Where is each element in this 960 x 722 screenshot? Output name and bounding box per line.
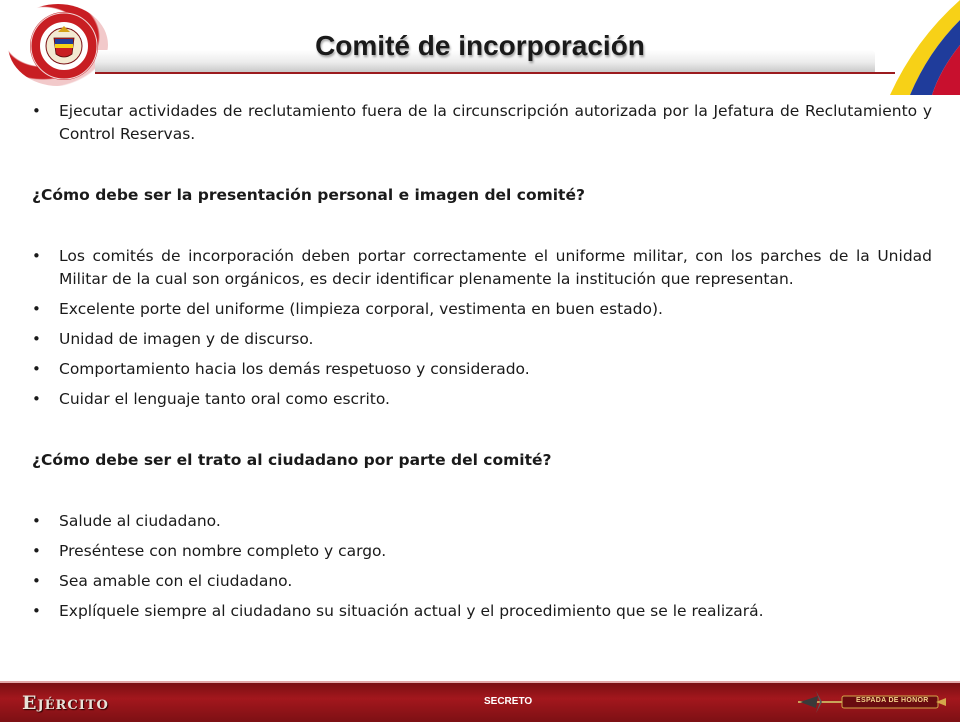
slide-body <box>32 100 932 630</box>
army-brand-logo: Ejército <box>22 692 109 714</box>
colombia-flag-icon <box>890 0 960 95</box>
slide-title: Comité de incorporación <box>315 30 645 61</box>
list-item: • Comportamiento hacia los demás respetuoso y considerado. <box>32 358 932 381</box>
list-item: • Salude al ciudadano. <box>32 510 932 533</box>
section-question-treatment: ¿Cómo debe ser el trato al ciudadano por parte del comité? <box>32 451 552 469</box>
sword-of-honor-label: ESPADA DE HONOR <box>856 697 929 704</box>
list-item: • Sea amable con el ciudadano. <box>32 570 932 593</box>
list-item: • Explíquele siempre al ciudadano su situación actual y el procedimiento que se le realizará. <box>32 600 932 623</box>
list-item: • Unidad de imagen y de discurso. <box>32 328 932 351</box>
header-divider <box>95 72 895 74</box>
list-item: • Ejecutar actividades de reclutamiento fuera de la circunscripción autorizada por la Jefatura de Reclutamiento y Control Reservas. <box>32 100 932 146</box>
list-item: • Los comités de incorporación deben portar correctamente el uniforme militar, con los parches de la Unidad Militar de la cual son orgánicos, es decir identificar plenamente la institución que representan. <box>32 245 932 291</box>
list-item: • Excelente porte del uniforme (limpieza corporal, vestimenta en buen estado). <box>32 298 932 321</box>
list-item: • Preséntese con nombre completo y cargo. <box>32 540 932 563</box>
classification-label: SECRETO <box>484 696 533 707</box>
slide-header <box>0 0 960 100</box>
section-question-presentation: ¿Cómo debe ser la presentación personal e imagen del comité? <box>32 186 585 204</box>
slide-footer <box>0 681 960 722</box>
list-item: • Cuidar el lenguaje tanto oral como escrito. <box>32 388 932 411</box>
